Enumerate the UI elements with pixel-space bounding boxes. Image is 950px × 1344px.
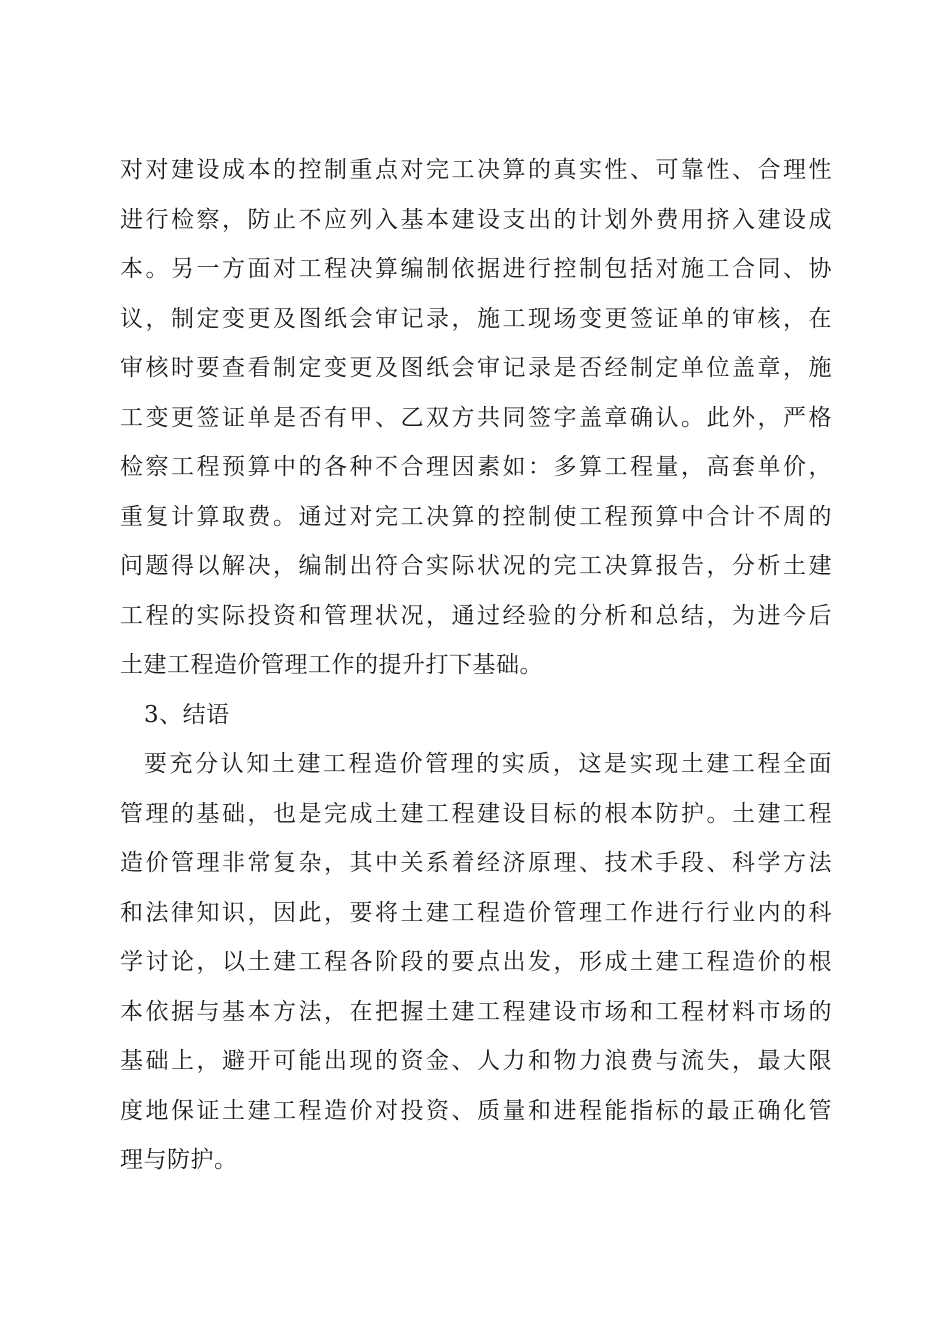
text-line: 审核时要查看制定变更及图纸会审记录是否经制定单位盖章，施: [120, 355, 832, 381]
text-line: 进行检察，防止不应列入基本建设支出的计划外费用挤入建设成: [120, 206, 832, 233]
text-line: 要充分认知土建工程造价管理的实质，这是实现土建工程全面: [144, 751, 832, 777]
text-line: 管理的基础，也是完成土建工程建设目标的根本防护。土建工程: [120, 800, 832, 827]
text-line: 和法律知识，因此，要将土建工程造价管理工作进行行业内的科: [120, 899, 832, 926]
text-line: 对对建设成本的控制重点对完工决算的真实性、可靠性、合理性: [120, 157, 832, 183]
text-line: 理与防护。: [120, 1147, 238, 1173]
text-line: 造价管理非常复杂，其中关系着经济原理、技术手段、科学方法: [120, 850, 832, 876]
text-line: 本。另一方面对工程决算编制依据进行控制包括对施工合同、协: [120, 256, 832, 282]
text-line: 工程的实际投资和管理状况，通过经验的分析和总结，为进今后: [120, 602, 832, 629]
text-line: 议，制定变更及图纸会审记录，施工现场变更签证单的审核，在: [120, 305, 832, 332]
text-line: 学讨论，以土建工程各阶段的要点出发，形成土建工程造价的根: [120, 949, 832, 975]
text-line: 本依据与基本方法，在把握土建工程建设市场和工程材料市场的: [120, 998, 832, 1025]
text-line: 检察工程预算中的各种不合理因素如：多算工程量，高套单价，: [120, 454, 832, 480]
text-line: 土建工程造价管理工作的提升打下基础。: [120, 652, 543, 678]
text-line: 基础上，避开可能出现的资金、人力和物力浪费与流失，最大限: [120, 1048, 832, 1074]
text-line: 问题得以解决，编制出符合实际状况的完工决算报告，分析土建: [120, 553, 832, 579]
paragraph-cost-control: [120, 146, 832, 691]
paragraph-conclusion: [120, 740, 832, 1186]
text-line: 工变更签证单是否有甲、乙双方共同签字盖章确认。此外，严格: [120, 404, 832, 431]
text-line: 度地保证土建工程造价对投资、质量和进程能指标的最正确化管: [120, 1097, 832, 1124]
section-heading-conclusion: 3、结语: [144, 701, 230, 728]
text-line: 重复计算取费。通过对完工决算的控制使工程预算中合计不周的: [120, 503, 832, 530]
document-body: [120, 146, 832, 1186]
